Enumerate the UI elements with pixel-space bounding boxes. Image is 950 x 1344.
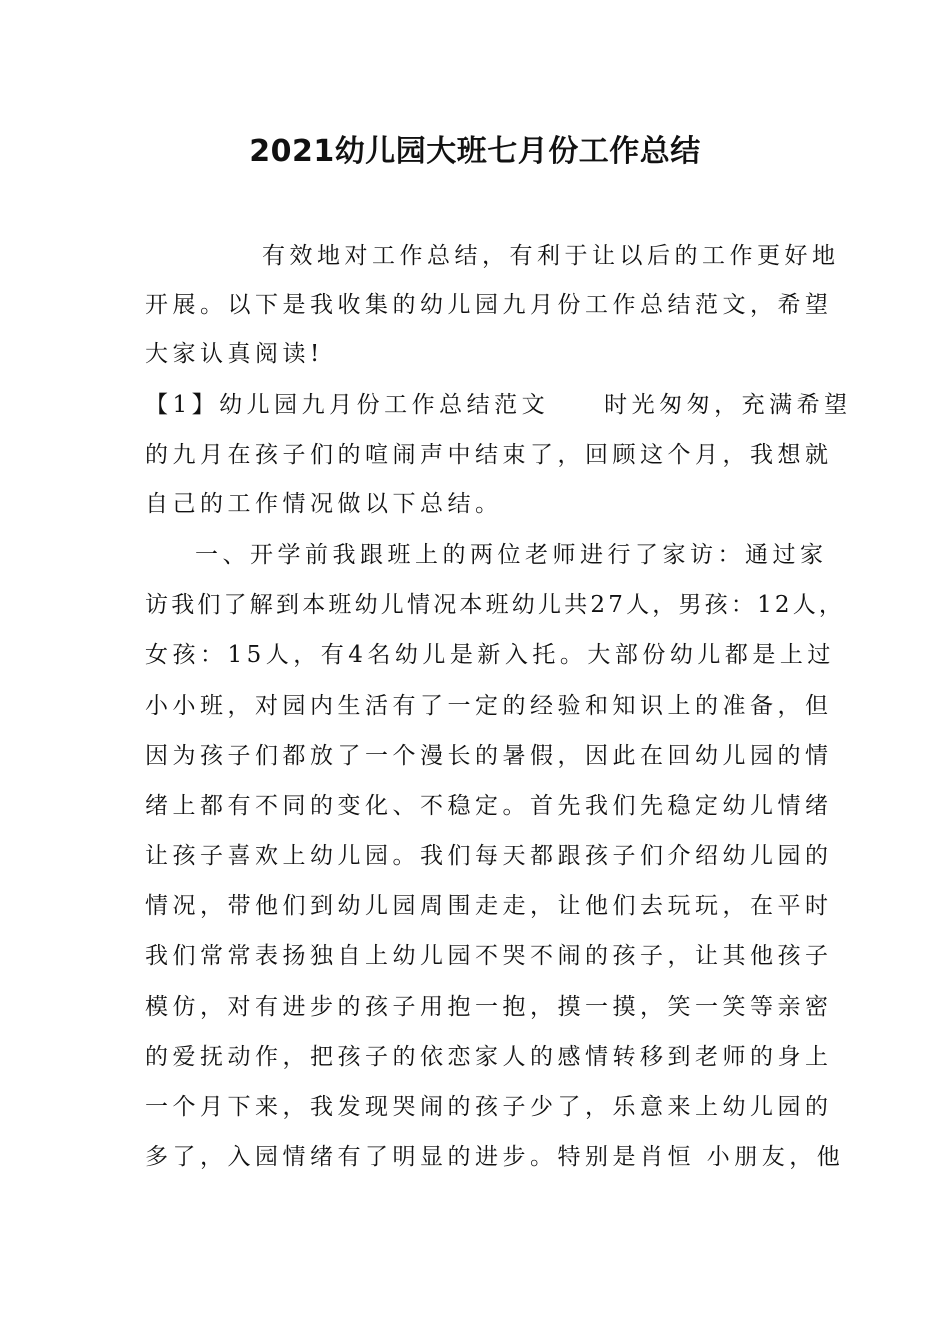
paragraph-line: 开展。以下是我收集的幼儿园九月份工作总结范文，希望 xyxy=(145,292,833,318)
paragraph-line: 情况，带他们到幼儿园周围走走，让他们去玩玩，在平时 xyxy=(145,893,833,919)
document-title: 2021幼儿园大班七月份工作总结 xyxy=(249,134,701,169)
paragraph-line: 大家认真阅读! xyxy=(145,341,324,367)
paragraph-line: 的九月在孩子们的喧闹声中结束了，回顾这个月，我想就 xyxy=(145,442,833,468)
paragraph-line: 一个月下来，我发现哭闹的孩子少了，乐意来上幼儿园的 xyxy=(145,1094,833,1120)
paragraph-line: 多了，入园情绪有了明显的进步。特别是肖恒 小朋友，他 xyxy=(145,1144,845,1170)
paragraph-line: 因为孩子们都放了一个漫长的暑假，因此在回幼儿园的情 xyxy=(145,743,833,769)
paragraph-line: 让孩子喜欢上幼儿园。我们每天都跟孩子们介绍幼儿园的 xyxy=(145,843,833,869)
paragraph-line: 一、开学前我跟班上的两位老师进行了家访：通过家 xyxy=(195,542,828,568)
paragraph-line: 模仿，对有进步的孩子用抱一抱，摸一摸，笑一笑等亲密 xyxy=(145,994,833,1020)
paragraph-line: 绪上都有不同的变化、不稳定。首先我们先稳定幼儿情绪 xyxy=(145,793,833,819)
paragraph-line: 【1】幼儿园九月份工作总结范文 时光匆匆，充满希望 xyxy=(145,392,852,418)
paragraph-line: 女孩：15人，有4名幼儿是新入托。大部份幼儿都是上过 xyxy=(145,642,835,668)
paragraph-line: 访我们了解到本班幼儿情况本班幼儿共27人，男孩：12人， xyxy=(145,592,846,618)
paragraph-line: 小小班，对园内生活有了一定的经验和知识上的准备，但 xyxy=(145,693,833,719)
paragraph-line: 自己的工作情况做以下总结。 xyxy=(145,491,503,517)
paragraph-line: 的爱抚动作，把孩子的依恋家人的感情转移到老师的身上 xyxy=(145,1044,833,1070)
paragraph-line: 有效地对工作总结，有利于让以后的工作更好地 xyxy=(262,243,840,269)
paragraph-line: 我们常常表扬独自上幼儿园不哭不闹的孩子，让其他孩子 xyxy=(145,943,833,969)
